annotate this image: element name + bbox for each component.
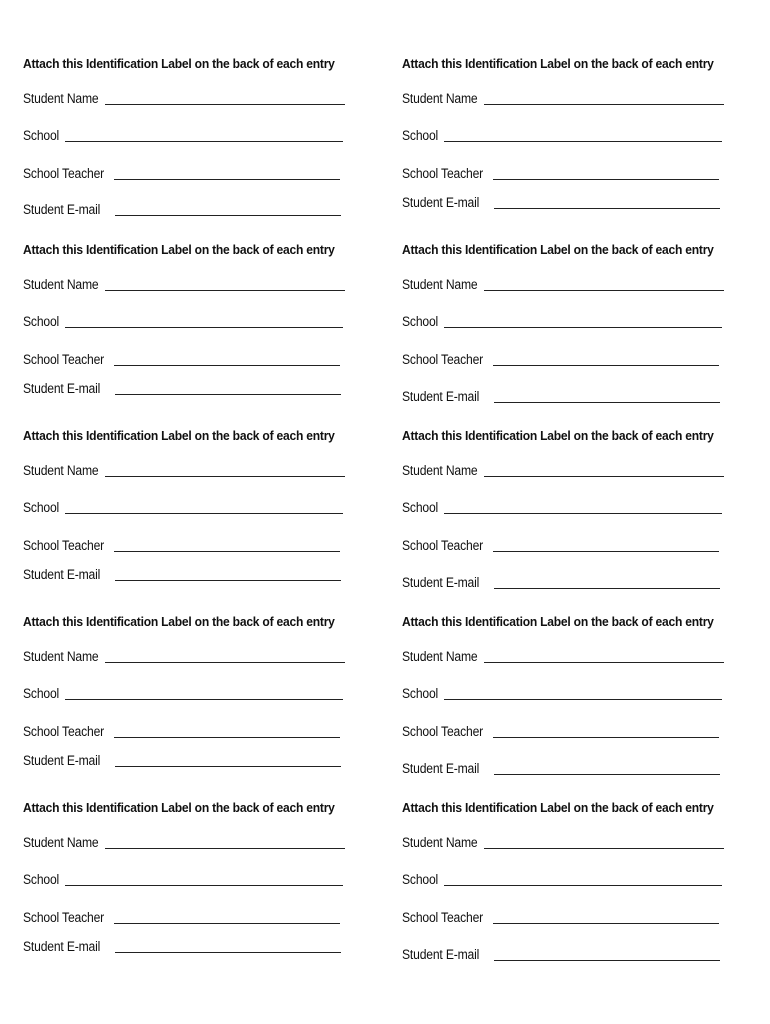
student-email-field[interactable] (23, 566, 341, 582)
school-teacher-label: School Teacher (23, 166, 105, 181)
school-teacher-label: School Teacher (23, 352, 105, 367)
student-name-field[interactable] (402, 648, 724, 664)
student-name-field[interactable] (402, 834, 724, 850)
student-email-field[interactable] (402, 574, 720, 590)
school-label: School (402, 500, 439, 515)
school-label: School (402, 872, 439, 887)
school-label: School (402, 314, 439, 329)
school-teacher-field[interactable] (23, 723, 340, 739)
student-email-line[interactable] (494, 588, 720, 589)
student-name-label: Student Name (402, 835, 478, 850)
school-label: School (23, 872, 60, 887)
school-field[interactable] (23, 499, 343, 515)
student-name-label: Student Name (402, 277, 478, 292)
student-name-field[interactable] (23, 834, 345, 850)
student-name-line[interactable] (484, 290, 724, 291)
school-line[interactable] (444, 513, 722, 514)
student-name-field[interactable] (23, 462, 345, 478)
school-teacher-label: School Teacher (402, 166, 484, 181)
student-name-line[interactable] (105, 848, 345, 849)
student-email-label: Student E-mail (23, 567, 101, 582)
student-name-field[interactable] (402, 276, 724, 292)
school-teacher-line[interactable] (114, 179, 340, 180)
label-title: Attach this Identification Label on the back of each entry (402, 800, 714, 815)
school-teacher-label: School Teacher (402, 538, 484, 553)
student-name-line[interactable] (484, 476, 724, 477)
school-teacher-field[interactable] (23, 909, 340, 925)
student-name-field[interactable] (402, 462, 724, 478)
school-teacher-line[interactable] (114, 551, 340, 552)
label-title: Attach this Identification Label on the back of each entry (23, 428, 335, 443)
identification-label (23, 242, 373, 417)
school-field[interactable] (402, 685, 722, 701)
student-email-label: Student E-mail (23, 939, 101, 954)
school-teacher-line[interactable] (493, 179, 719, 180)
school-line[interactable] (65, 327, 343, 328)
label-title: Attach this Identification Label on the back of each entry (23, 242, 335, 257)
school-teacher-field[interactable] (23, 165, 340, 181)
student-name-line[interactable] (484, 104, 724, 105)
student-email-line[interactable] (115, 580, 341, 581)
student-email-field[interactable] (23, 201, 341, 217)
student-email-line[interactable] (494, 960, 720, 961)
student-name-label: Student Name (23, 649, 99, 664)
student-name-field[interactable] (23, 276, 345, 292)
school-teacher-line[interactable] (114, 923, 340, 924)
school-teacher-field[interactable] (402, 723, 719, 739)
school-line[interactable] (65, 141, 343, 142)
school-line[interactable] (65, 699, 343, 700)
student-name-label: Student Name (23, 463, 99, 478)
student-email-field[interactable] (23, 938, 341, 954)
label-title: Attach this Identification Label on the back of each entry (23, 56, 335, 71)
student-email-label: Student E-mail (402, 389, 480, 404)
label-title: Attach this Identification Label on the back of each entry (402, 428, 714, 443)
student-email-line[interactable] (115, 952, 341, 953)
student-name-field[interactable] (402, 90, 724, 106)
student-email-label: Student E-mail (402, 947, 480, 962)
label-title: Attach this Identification Label on the back of each entry (23, 614, 335, 629)
student-name-field[interactable] (23, 90, 345, 106)
school-teacher-field[interactable] (23, 537, 340, 553)
student-name-line[interactable] (484, 848, 724, 849)
student-email-field[interactable] (402, 760, 720, 776)
student-email-label: Student E-mail (402, 195, 480, 210)
student-name-line[interactable] (105, 290, 345, 291)
school-teacher-label: School Teacher (23, 724, 105, 739)
school-teacher-field[interactable] (402, 537, 719, 553)
identification-label (402, 242, 752, 417)
student-email-label: Student E-mail (23, 753, 101, 768)
school-field[interactable] (23, 871, 343, 887)
label-title: Attach this Identification Label on the back of each entry (23, 800, 335, 815)
student-name-line[interactable] (484, 662, 724, 663)
school-teacher-line[interactable] (493, 737, 719, 738)
school-field[interactable] (23, 127, 343, 143)
school-teacher-label: School Teacher (402, 724, 484, 739)
student-email-label: Student E-mail (23, 381, 101, 396)
student-email-field[interactable] (23, 752, 341, 768)
student-name-label: Student Name (402, 463, 478, 478)
identification-label (402, 614, 752, 789)
school-label: School (23, 686, 60, 701)
student-name-line[interactable] (105, 476, 345, 477)
school-teacher-label: School Teacher (23, 538, 105, 553)
student-email-field[interactable] (402, 194, 720, 210)
student-email-field[interactable] (402, 388, 720, 404)
identification-label (402, 56, 752, 231)
student-name-label: Student Name (23, 91, 99, 106)
school-field[interactable] (23, 685, 343, 701)
student-email-label: Student E-mail (23, 202, 101, 217)
school-field[interactable] (402, 127, 722, 143)
school-teacher-field[interactable] (402, 909, 719, 925)
school-teacher-field[interactable] (402, 351, 719, 367)
school-line[interactable] (444, 699, 722, 700)
school-teacher-label: School Teacher (23, 910, 105, 925)
identification-label (402, 800, 752, 975)
student-name-label: Student Name (23, 835, 99, 850)
school-line[interactable] (444, 141, 722, 142)
student-email-line[interactable] (115, 215, 341, 216)
identification-label (23, 800, 373, 975)
school-teacher-field[interactable] (402, 165, 719, 181)
label-title: Attach this Identification Label on the back of each entry (402, 56, 714, 71)
school-line[interactable] (65, 885, 343, 886)
student-email-line[interactable] (494, 402, 720, 403)
identification-label (23, 56, 373, 231)
school-field[interactable] (402, 871, 722, 887)
identification-label (23, 428, 373, 603)
school-label: School (23, 500, 60, 515)
identification-label (23, 614, 373, 789)
student-email-field[interactable] (402, 946, 720, 962)
school-teacher-label: School Teacher (402, 352, 484, 367)
school-teacher-line[interactable] (493, 365, 719, 366)
student-email-field[interactable] (23, 380, 341, 396)
school-teacher-line[interactable] (114, 365, 340, 366)
student-email-line[interactable] (494, 774, 720, 775)
school-teacher-line[interactable] (493, 551, 719, 552)
student-name-field[interactable] (23, 648, 345, 664)
school-field[interactable] (402, 313, 722, 329)
school-label: School (402, 128, 439, 143)
school-teacher-label: School Teacher (402, 910, 484, 925)
school-line[interactable] (444, 885, 722, 886)
school-label: School (402, 686, 439, 701)
student-name-label: Student Name (23, 277, 99, 292)
identification-label (402, 428, 752, 603)
student-email-line[interactable] (494, 208, 720, 209)
student-email-line[interactable] (115, 394, 341, 395)
school-teacher-line[interactable] (114, 737, 340, 738)
student-name-line[interactable] (105, 104, 345, 105)
school-label: School (23, 128, 60, 143)
student-email-line[interactable] (115, 766, 341, 767)
school-field[interactable] (23, 313, 343, 329)
school-line[interactable] (65, 513, 343, 514)
school-teacher-field[interactable] (23, 351, 340, 367)
school-label: School (23, 314, 60, 329)
school-line[interactable] (444, 327, 722, 328)
student-email-label: Student E-mail (402, 761, 480, 776)
student-name-line[interactable] (105, 662, 345, 663)
label-title: Attach this Identification Label on the back of each entry (402, 614, 714, 629)
school-teacher-line[interactable] (493, 923, 719, 924)
student-name-label: Student Name (402, 649, 478, 664)
student-name-label: Student Name (402, 91, 478, 106)
label-title: Attach this Identification Label on the back of each entry (402, 242, 714, 257)
student-email-label: Student E-mail (402, 575, 480, 590)
school-field[interactable] (402, 499, 722, 515)
